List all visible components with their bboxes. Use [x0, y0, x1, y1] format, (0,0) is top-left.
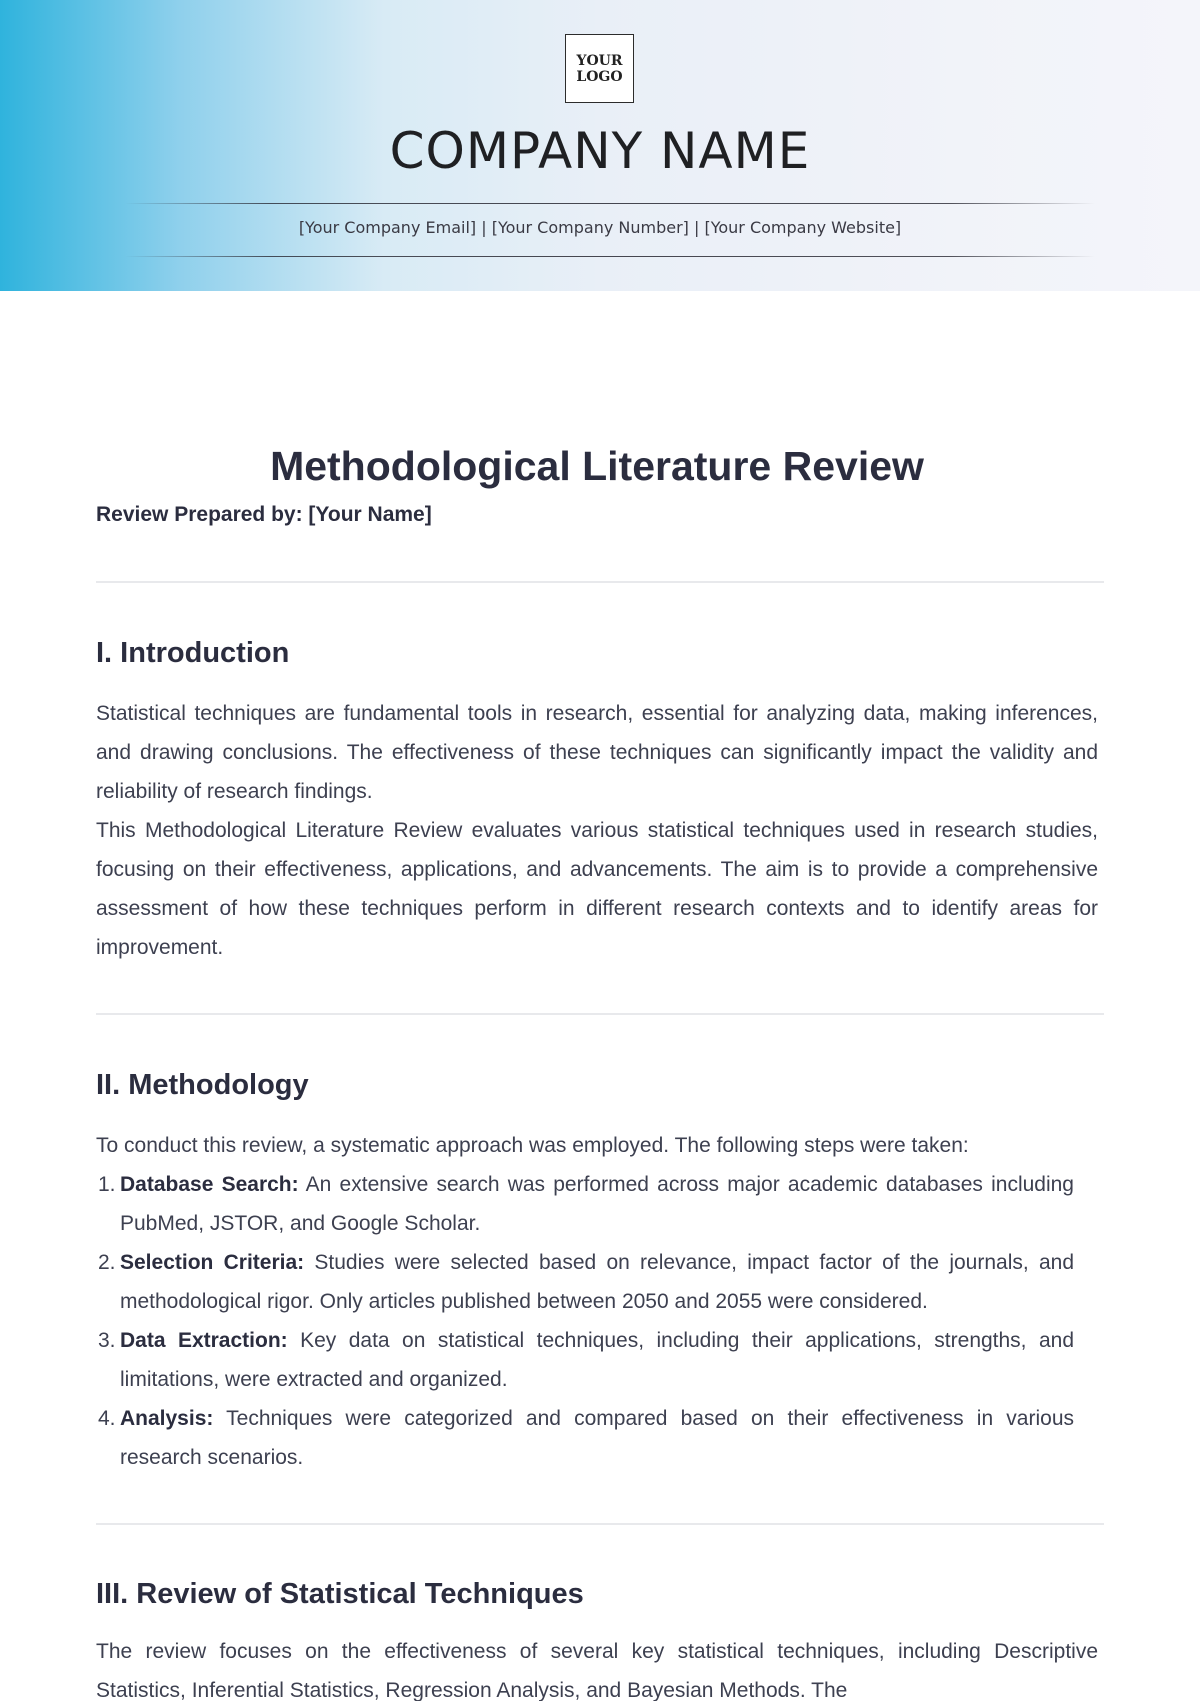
list-item-term: Data Extraction: — [120, 1329, 288, 1352]
review-paragraph-1: The review focuses on the effectiveness of several key statistical techniques, including Descriptive Statistics, Inferential Statistics, Regression Analysis, and Bayesian Methods. The — [96, 1640, 1098, 1701]
list-item — [96, 1399, 1074, 1477]
section-divider — [96, 581, 1104, 583]
company-name: COMPANY NAME — [389, 122, 811, 180]
list-item-term: Database Search: — [120, 1173, 299, 1196]
list-item-number: 1. — [98, 1173, 116, 1196]
list-item-number: 3. — [98, 1329, 116, 1352]
methodology-steps-list — [96, 1165, 1074, 1477]
list-item — [96, 1243, 1074, 1321]
list-item-number: 4. — [98, 1407, 116, 1430]
list-item-text: Key data on statistical techniques, including their applications, strengths, and limitations, were extracted and organized. — [120, 1329, 1075, 1391]
list-item-number: 2. — [98, 1251, 116, 1274]
page-header — [0, 0, 1200, 291]
list-item-text: Studies were selected based on relevance, impact factor of the journals, and methodological rigor. Only articles published between 2050 and 2055 were considered. — [120, 1251, 1074, 1313]
prepared-by: Review Prepared by: [Your Name] — [96, 503, 432, 526]
introduction-paragraph-2: This Methodological Literature Review evaluates various statistical techniques used in research studies, focusing on their effectiveness, applications, and advancements. The aim is to provide a comprehensive assessment of how these techniques perform in different research contexts and to identify areas for improvement. — [96, 819, 1098, 959]
methodology-intro: To conduct this review, a systematic approach was employed. The following steps were taken: — [96, 1134, 969, 1157]
header-divider-bottom — [125, 256, 1095, 257]
list-item — [96, 1321, 1074, 1399]
company-contact-line: [Your Company Email] | [Your Company Number] | [Your Company Website] — [298, 218, 902, 237]
section-heading-review: III. Review of Statistical Techniques — [96, 1578, 584, 1610]
review-paragraph-container — [96, 1632, 1098, 1701]
section-heading-introduction: I. Introduction — [96, 637, 290, 669]
section-heading-methodology: II. Methodology — [96, 1069, 309, 1101]
list-item-term: Selection Criteria: — [120, 1251, 305, 1274]
list-item-text: Techniques were categorized and compared based on their effectiveness in various research scenarios. — [120, 1407, 1074, 1469]
list-item-term: Analysis: — [120, 1407, 214, 1430]
list-item — [96, 1165, 1074, 1243]
section-divider — [96, 1013, 1104, 1015]
section-divider — [96, 1523, 1104, 1525]
introduction-paragraph-1: Statistical techniques are fundamental tools in research, essential for analyzing data, making inferences, and drawing conclusions. The effectiveness of these techniques can significantly impact the validity and reliability of research findings. — [96, 702, 1098, 803]
header-divider-top — [125, 203, 1095, 204]
logo-text-line2: LOGO — [576, 68, 623, 85]
company-logo — [565, 34, 634, 103]
document-title: Methodological Literature Review — [270, 443, 924, 489]
list-item-text: An extensive search was performed across major academic databases including PubMed, JSTOR, and Google Scholar. — [120, 1173, 1074, 1235]
logo-text-line1: YOUR — [576, 52, 623, 69]
